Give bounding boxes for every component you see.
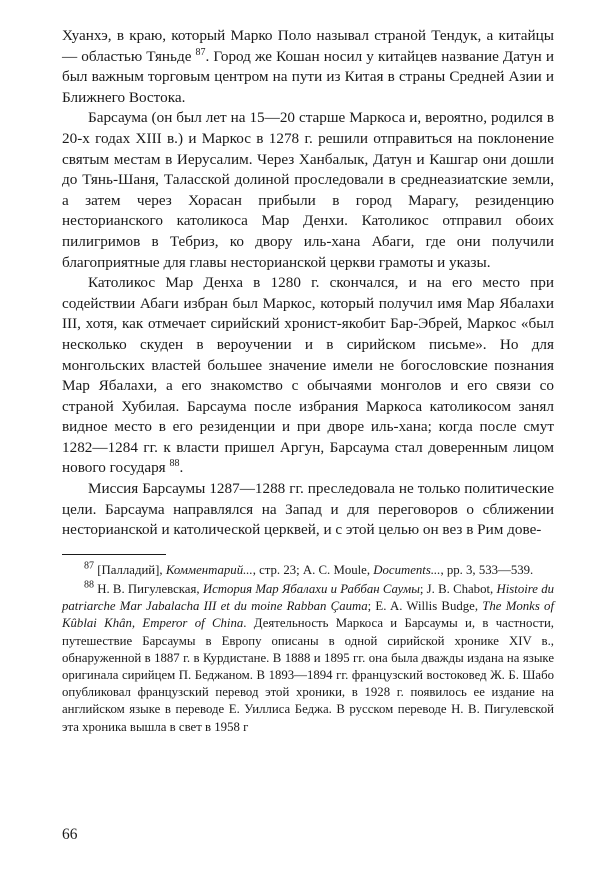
footnote-88-title-3: The Monks of Kûblai Khân, Emperor of China (62, 599, 554, 631)
footnote-87-marker: 87 (84, 560, 94, 572)
footnote-88-run-2: Н. В. Пигулевская, (94, 582, 203, 597)
footnote-88-title-2: Histoire du patriarche Mar Jabalacha III et du moine Rabban Çauma (62, 582, 554, 614)
footnote-88-run-8: . Деятельность Маркоса и Барсаумы и, в частности, путешествие Барсаумы в Европу описаны в одной сирийской хронике XIV в., обнаруженной в 1887 г. в Курдистане. В 1888 и 1895 гг. она была дважды издана на языке оригинала сирийцем П. Беджаном. В 1893—1894 гг. французский востоковед Ж. Б. Шабо опубликовал французский перевод этой хроники, в 1928 г. появилось ее издание на английском языке в переводе Е. Уиллиса Беджа. В русском переводе Н. В. Пигулевской эта хроника вышла в свет в 1958 г (62, 616, 554, 734)
footnote-ref-88: 88 (169, 458, 180, 470)
paragraph-4 (62, 479, 554, 541)
footnote-87-run-2: [Палладий], (94, 562, 166, 577)
paragraph-1 (62, 26, 554, 108)
paragraph-1-run-3: . Город же Кошан носил у китайцев название Датун и был важным торговым центром на пути из Китая в страны Средней Азии и Ближнего Востока. (62, 47, 554, 106)
footnote-88-title-1: История Мар Ябалахи и Раббан Саумы (202, 582, 420, 597)
footnote-87-title-2: Documents... (373, 562, 441, 577)
footnote-ref-87: 87 (195, 46, 206, 58)
paragraph-2 (62, 108, 554, 273)
footnote-87 (62, 562, 554, 579)
page-number: 66 (62, 826, 78, 843)
footnote-87-title-1: Комментарий... (165, 562, 253, 577)
paragraph-3-run-1: Католикос Мар Денха в 1280 г. скончался, и на его место при содействии Абаги избран был Маркос, который получил имя Мар Ябалахи III, хотя, как отмечает сирийский хронист-якобит Бар-Эбрей, Маркос «был несколько скуден в вероучении и в сирийском письме». Но для монгольских властей большее значение имели не богословские познания Мар Ябалахи, а его знакомство с обычаями монголов и его связи со страной Хубилая. Барсаума после избрания Маркоса католикосом занял видное место в его резиденции и при дворе иль-хана; когда после смут 1282—1284 гг. к власти пришел Аргун, Барсаума стал доверенным лицом нового государя (62, 274, 554, 477)
paragraph-4-run-1: Миссия Барсаумы 1287—1288 гг. преследовала не только политические цели. Барсаума направлялся на Запад и для переговоров о сближении несторианской и католической церквей, и с этой целью он вез в Рим дове- (62, 480, 554, 539)
footnote-88-marker: 88 (84, 579, 94, 591)
footnote-88 (62, 581, 554, 736)
footnote-87-run-6: , pp. 3, 533—539. (440, 562, 534, 577)
paragraph-3-run-3: . (179, 459, 184, 477)
body-text-block (62, 26, 554, 541)
footnote-88-run-6: ; E. A. Willis Budge, (367, 599, 483, 614)
footnote-separator-rule (62, 554, 166, 555)
paragraph-3 (62, 273, 554, 479)
paragraph-2-run-1: Барсаума (он был лет на 15—20 старше Маркоса и, вероятно, родился в 20-х годах XIII в.) и Маркос в 1278 г. решили отправиться на поклонение святым местам в Иерусалим. Через Ханбалык, Датун и Кашгар они дошли до Тянь-Шаня, Таласской долиной проследовали в среднеазиатские земли, а затем через Хорасан прибыли в город Марагу, резиденцию несторианского католикоса Мар Денхи. Католикос отправил обоих пилигримов в Тебриз, ко двору иль-хана Абаги, где они получили благоприятные для главы несторианской церкви грамоты и указы. (62, 109, 554, 271)
footnotes-block (62, 562, 554, 736)
paragraph-1-run-1: Хуанхэ, в краю, который Марко Поло называл страной Тендук, а китайцы — областью Тяньде (62, 27, 554, 65)
footnote-88-run-4: ; J. B. Chabot, (419, 582, 497, 597)
footnote-87-run-4: , стр. 23; A. C. Moule, (252, 562, 374, 577)
